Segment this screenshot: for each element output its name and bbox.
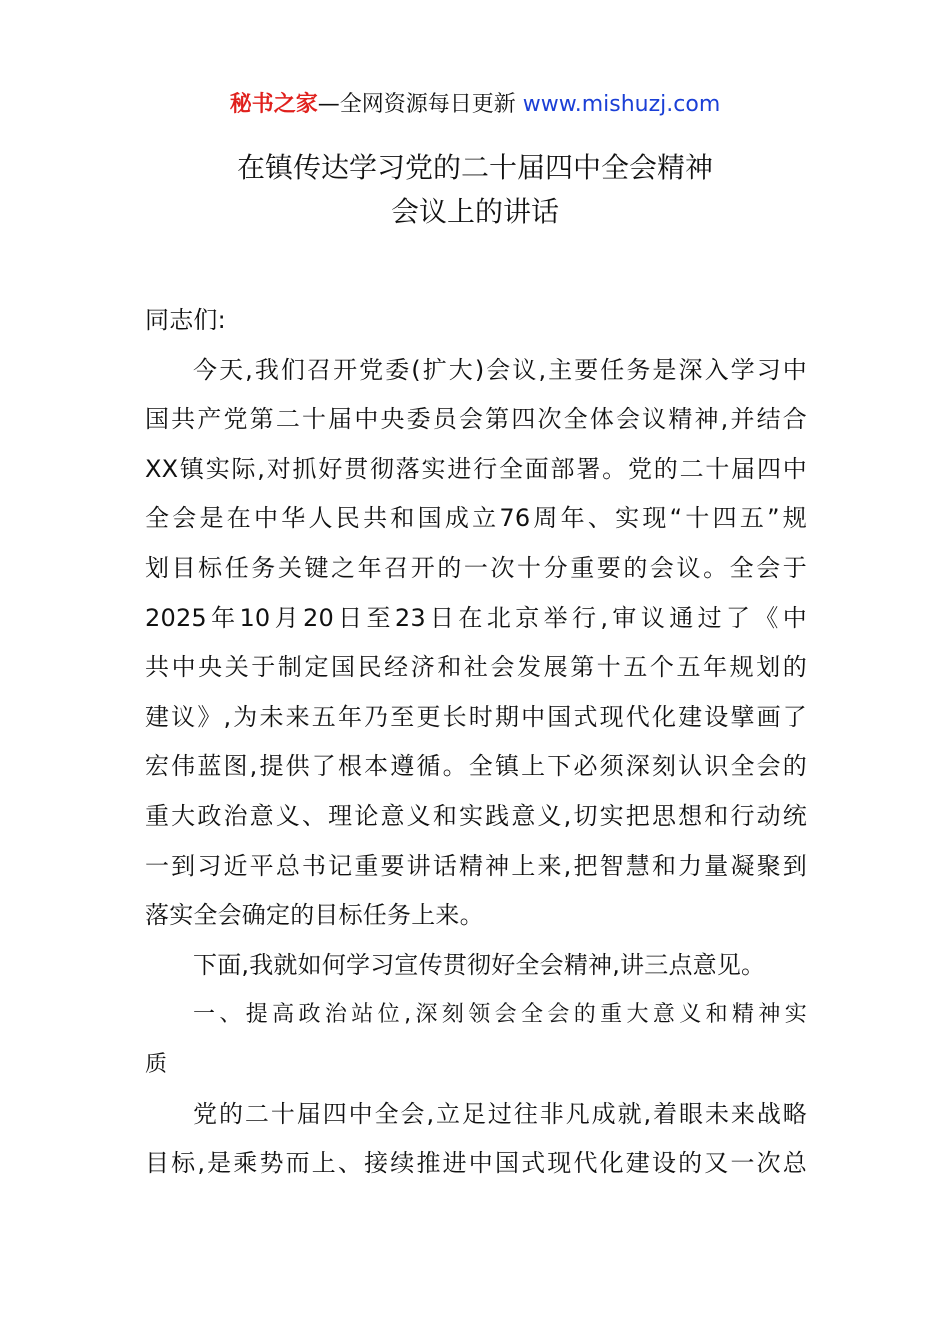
text-line: 全会是在中华人民共和国成立76周年、实现“十四五”规 xyxy=(145,504,807,533)
section-heading: 一、提高政治站位,深刻领会全会的重大意义和精神实 xyxy=(193,1002,807,1028)
title-line-1: 在镇传达学习党的二十届四中全会精神 xyxy=(236,151,713,184)
brand-name: 秘书之家 xyxy=(229,92,318,117)
text-line: XX镇实际,对抓好贯彻落实进行全面部署。党的二十届四中 xyxy=(145,454,807,483)
salutation: 同志们: xyxy=(145,306,226,334)
text-line: 重大政治意义、理论意义和实践意义,切实把思想和行动统 xyxy=(145,801,807,830)
text-line: 国共产党第二十届中央委员会第四次全体会议精神,并结合 xyxy=(145,405,807,434)
document-title xyxy=(0,146,950,234)
site-header xyxy=(0,88,950,122)
document-body xyxy=(145,296,807,1189)
text-line: 宏伟蓝图,提供了根本遵循。全镇上下必须深刻认识全会的 xyxy=(145,752,807,781)
text-line: 目标,是乘势而上、接续推进中国式现代化建设的又一次总 xyxy=(145,1149,807,1178)
text-line: 一到习近平总书记重要讲话精神上来,把智慧和力量凝聚到 xyxy=(145,851,807,880)
tagline: —全网资源每日更新 xyxy=(317,92,516,117)
text-line: 共中央关于制定国民经济和社会发展第十五个五年规划的 xyxy=(145,653,807,682)
text-line: 建议》,为未来五年乃至更长时期中国式现代化建设擘画了 xyxy=(145,702,807,731)
site-url[interactable]: www.mishuzj.com xyxy=(522,92,721,117)
text-line: 下面,我就如何学习宣传贯彻好全会精神,讲三点意见。 xyxy=(193,950,766,979)
text-line: 落实全会确定的目标任务上来。 xyxy=(145,901,484,930)
text-line: 2025年10月20日至23日在北京举行,审议通过了《中 xyxy=(145,603,807,632)
section-heading-cont: 质 xyxy=(145,1051,168,1077)
text-line: 划目标任务关键之年召开的一次十分重要的会议。全会于 xyxy=(145,553,807,582)
text-line: 今天,我们召开党委(扩大)会议,主要任务是深入学习中 xyxy=(193,355,807,384)
title-line-2: 会议上的讲话 xyxy=(390,195,559,228)
text-line: 党的二十届四中全会,立足过往非凡成就,着眼未来战略 xyxy=(193,1099,807,1128)
